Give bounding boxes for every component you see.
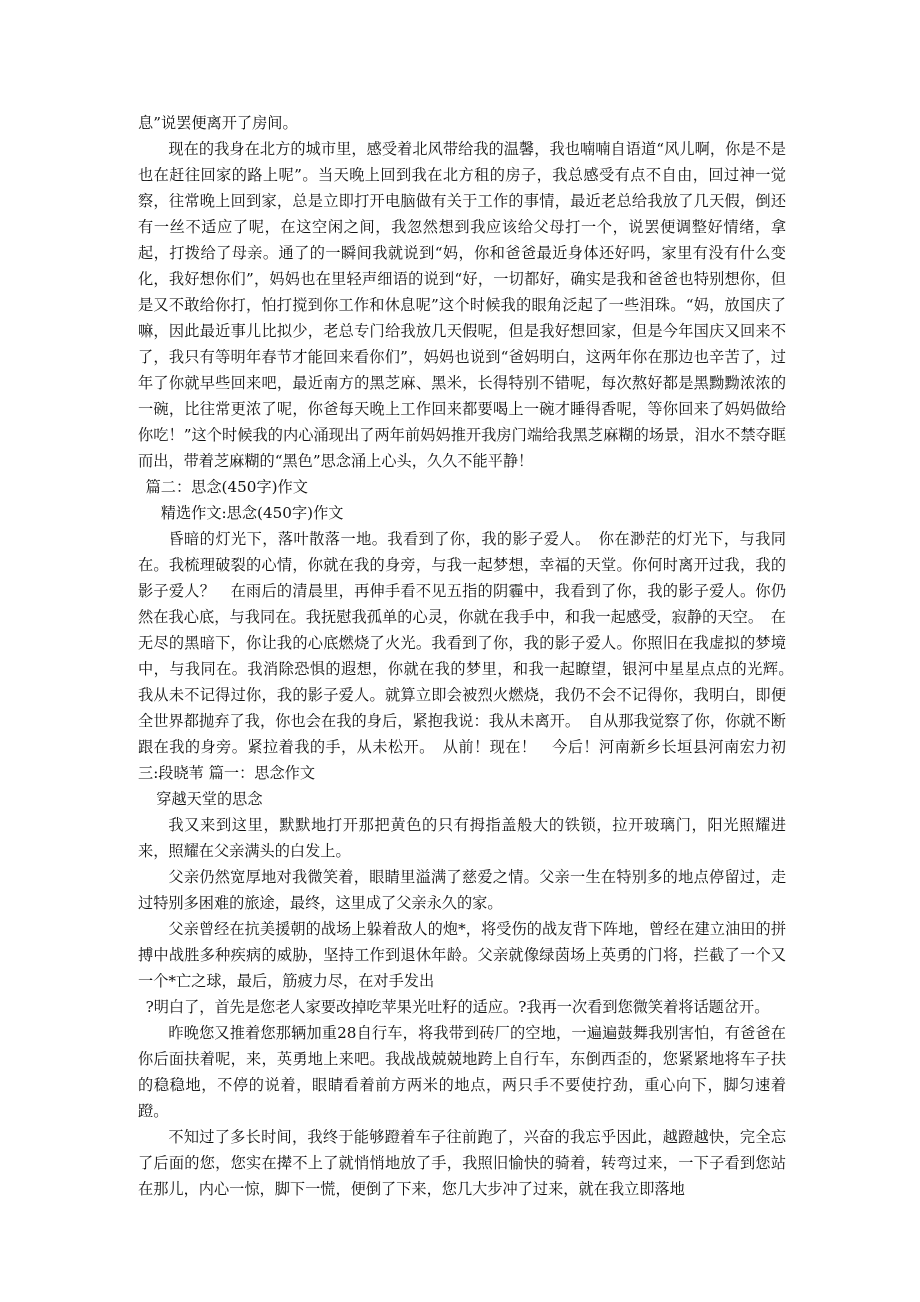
paragraph-9: 父亲曾经在抗美援朝的战场上躲着敌人的炮*，将受伤的战友背下阵地，曾经在建立油田的拼搏中战胜多种疾病的威胁，坚持工作到退休年龄。父亲就像绿茵场上英勇的门将，拦截了一个又一个*亡之球，最后，筋疲力尽，在对手发出 xyxy=(138,920,786,990)
paragraph-10: ?明白了，首先是您老人家要改掉吃苹果光吐籽的适应。?我再一次看到您微笑着将话题岔开。 xyxy=(145,998,770,1016)
paragraph-11: 昨晚您又推着您那辆加重28自行车，将我带到砖厂的空地，一遍遍鼓舞我别害怕，有爸爸在你后面扶着呢，来，英勇地上来吧。我战战兢兢地跨上自行车，东倒西歪的，您紧紧地将车子扶的稳稳地，不停的说着，眼睛看着前方两米的地点，两只手不要使拧劲，重心向下，脚匀速着蹬。 xyxy=(138,1024,786,1120)
paragraph-2: 现在的我身在北方的城市里，感受着北风带给我的温馨，我也喃喃自语道“风儿啊，你是不是也在赶往回家的路上呢”。当天晚上回到我在北方租的房子，我总感受有点不自由，回过神一觉察，往常晚上回到家，总是立即打开电脑做有关于工作的事情，最近老总给我放了几天假，倒还有一丝不适应了呢，在这空闲之间，我忽然想到我应该给父母打一个，说罢便调整好情绪，拿起，打拨给了母亲。通了的一瞬间我就说到“妈，你和爸爸最近身体还好吗，家里有没有什么变化，我好想你们”，妈妈也在里轻声细语的说到“好，一切都好，确实是我和爸爸也特别想你，但是又不敢给你打，怕打搅到你工作和休息呢”这个时候我的眼角泛起了一些泪珠。“妈，放国庆了嘛，因此最近事儿比拟少，老总专门给我放几天假呢，但是我好想回家，但是今年国庆又回来不了，我只有等明年春节才能回来看你们”，妈妈也说到“爸妈明白，这两年你在那边也辛苦了，过年了你就早些回来吧，最近南方的黑芝麻、黑米，长得特别不错呢，每次熬好都是黑黝黝浓浓的一碗，比往常更浓了呢，你爸每天晚上工作回来都要喝上一碗才睡得香呢，等你回来了妈妈做给你吃！”这个时候我的内心涌现出了两年前妈妈推开我房门端给我黑芝麻糊的场景，泪水不禁夺眶而出，带着芝麻糊的“黑色”思念涌上心头，久久不能平静！ xyxy=(138,140,786,470)
essay-subtitle: 精选作文:思念(450字)作文 xyxy=(160,504,344,522)
essay-title: 穿越天堂的思念 xyxy=(156,790,263,808)
paragraph-1: 息”说罢便离开了房间。 xyxy=(138,114,298,132)
document-page xyxy=(138,110,802,1202)
section-heading-2: 篇二：思念(450字)作文 xyxy=(145,478,308,496)
paragraph-7: 我又来到这里，默默地打开那把黄色的只有拇指盖般大的铁锁，拉开玻璃门，阳光照耀进来，照耀在父亲满头的白发上。 xyxy=(138,816,786,860)
paragraph-8: 父亲仍然宽厚地对我微笑着，眼睛里溢满了慈爱之情。父亲一生在特别多的地点停留过，走过特别多困难的旅途，最终，这里成了父亲永久的家。 xyxy=(138,868,786,912)
paragraph-5: 昏暗的灯光下，落叶散落一地。我看到了你，我的影子爱人。 你在渺茫的灯光下，与我同在。我梳理破裂的心情，你就在我的身旁，与我一起梦想，幸福的天堂。你何时离开过我，我的影子爱人？ 在雨后的清晨里，再伸手看不见五指的阴霾中，我看到了你，我的影子爱人。你仍然在我心底，与我同在。我抚慰我孤单的心灵，你就在我手中，和我一起感受，寂静的天空。 在无尽的黑暗下，你让我的心底燃烧了火光。我看到了你，我的影子爱人。你照旧在我虚拟的梦境中，与我同在。我消除恐惧的遐想，你就在我的梦里，和我一起瞭望，银河中星星点点的光辉。 我从未不记得过你，我的影子爱人。就算立即会被烈火燃烧，我仍不会不记得你，我明白，即便全世界都抛弃了我，你也会在我的身后，紧抱我说：我从未离开。 自从那我觉察了你，你就不断跟在我的身旁。紧拉着我的手，从未松开。 从前！现在！ 今后！河南新乡长垣县河南宏力初三:段晓苇 篇一：思念作文 xyxy=(138,530,802,782)
paragraph-12: 不知过了多长时间，我终于能够蹬着车子往前跑了，兴奋的我忘乎因此，越蹬越快，完全忘了后面的您，您实在撵不上了就悄悄地放了手，我照旧愉快的骑着，转弯过来，一下子看到您站在那儿，内心一惊，脚下一慌，便倒了下来，您几大步冲了过来，就在我立即落地 xyxy=(138,1128,786,1198)
